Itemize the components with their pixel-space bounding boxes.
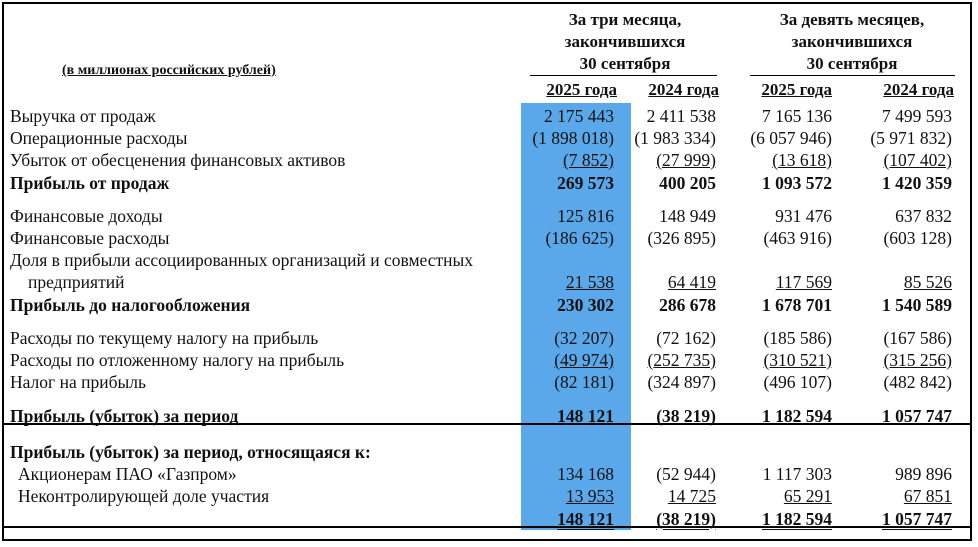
cell-profit-for-period-col3: 1 182 594 — [762, 406, 832, 426]
cell-value: (38 219) — [656, 509, 716, 529]
cell-value: 14 725 — [667, 486, 716, 506]
row-label-finance-expenses: Финансовые расходы — [10, 228, 170, 248]
cell-current-tax-col2: (72 162) — [656, 328, 716, 348]
cell-profit-for-period-col4: 1 057 747 — [882, 406, 952, 426]
cell-value: 85 526 — [903, 272, 952, 292]
cell-value: 117 569 — [775, 272, 832, 292]
cell-finance-income-col1: 125 816 — [557, 206, 614, 226]
cell-finance-expenses-col3: (463 916) — [763, 228, 832, 248]
units-note: (в миллионах российских рублей) — [62, 63, 276, 78]
cell-value: (107 402) — [883, 150, 952, 170]
cell-revenue-col1: 2 175 443 — [544, 106, 614, 126]
cell-value: 67 851 — [903, 486, 952, 506]
cell-value: (49 974) — [554, 350, 614, 370]
cell-shareholders-gazprom-col1: 134 168 — [557, 464, 614, 484]
cell-income-tax-col2: (324 897) — [647, 372, 716, 392]
cell-profit-from-sales-col4: 1 420 359 — [882, 173, 952, 193]
cell-deferred-tax-col2 — [586, 349, 716, 371]
group2-rule — [750, 75, 955, 76]
cell-non-controlling-interest-col3 — [702, 485, 832, 507]
cell-value: 1 182 594 — [762, 509, 832, 529]
cell-shareholders-gazprom-col2: (52 944) — [656, 464, 716, 484]
cell-profit-for-period-col2: (38 219) — [656, 406, 716, 426]
cell-value: (315 256) — [883, 350, 952, 370]
cell-finance-expenses-col4: (603 128) — [883, 228, 952, 248]
row-label-operating-expenses: Операционные расходы — [10, 128, 188, 148]
cell-finance-income-col3: 931 476 — [775, 206, 832, 226]
cell-income-tax-col4: (482 842) — [883, 372, 952, 392]
cell-value: (13 618) — [772, 150, 832, 170]
cell-value: (252 735) — [647, 350, 716, 370]
cell-finance-expenses-col1: (186 625) — [545, 228, 614, 248]
cell-revenue-col4: 7 499 593 — [882, 106, 952, 126]
cell-operating-expenses-col2: (1 983 334) — [634, 128, 716, 148]
cell-attributable-total-col2 — [586, 508, 716, 530]
year-col-3: 2025 года — [761, 80, 832, 99]
row-label-attributable-header: Прибыль (убыток) за период, относящаяся к: — [10, 442, 371, 462]
cell-operating-expenses-col4: (5 971 832) — [870, 128, 952, 148]
group1-line2: закончившихся — [564, 32, 686, 51]
cell-non-controlling-interest-col2 — [586, 485, 716, 507]
row-label-shareholders-gazprom: Акционерам ПАО «Газпром» — [18, 464, 237, 484]
cell-attributable-total-col4 — [822, 508, 952, 530]
row-label-profit-from-sales: Прибыль от продаж — [10, 173, 170, 193]
cell-deferred-tax-col4 — [822, 349, 952, 371]
cell-profit-from-sales-col1: 269 573 — [557, 173, 614, 193]
cell-current-tax-col4: (167 586) — [883, 328, 952, 348]
cell-income-tax-col1: (82 181) — [554, 372, 614, 392]
cell-finance-income-col4: 637 832 — [895, 206, 952, 226]
cell-profit-before-tax-col2: 286 678 — [659, 295, 716, 315]
cell-value: 21 538 — [565, 272, 614, 292]
cell-value: 64 419 — [667, 272, 716, 292]
cell-share-of-associates-col3 — [702, 271, 832, 293]
group1-line3: 30 сентября — [579, 54, 671, 73]
row-label-impairment-loss: Убыток от обесценения финансовых активов — [10, 150, 346, 170]
year-col-4: 2024 года — [883, 80, 954, 99]
cell-value: (310 521) — [763, 350, 832, 370]
cell-profit-from-sales-col2: 400 205 — [659, 173, 716, 193]
cell-operating-expenses-col1: (1 898 018) — [532, 128, 614, 148]
cell-operating-expenses-col3: (6 057 946) — [750, 128, 832, 148]
cell-value: 148 121 — [557, 509, 614, 529]
group1-line1: За три месяца, — [568, 10, 682, 29]
row-label-current-tax: Расходы по текущему налогу на прибыль — [10, 328, 319, 348]
cell-current-tax-col3: (185 586) — [763, 328, 832, 348]
cell-current-tax-col1: (32 207) — [554, 328, 614, 348]
cell-attributable-total-col3 — [702, 508, 832, 530]
cell-share-of-associates-col2 — [586, 271, 716, 293]
cell-value: 65 291 — [783, 486, 832, 506]
cell-impairment-loss-col3 — [702, 149, 832, 171]
row-label-non-controlling-interest: Неконтролирующей доле участия — [18, 486, 270, 506]
cell-value: (27 999) — [656, 150, 716, 170]
group2-line2: закончившихся — [791, 32, 913, 51]
cell-finance-expenses-col2: (326 895) — [647, 228, 716, 248]
cell-income-tax-col3: (496 107) — [763, 372, 832, 392]
year-col-1: 2025 года — [546, 80, 617, 99]
cell-value: 1 057 747 — [882, 509, 952, 529]
cell-profit-before-tax-col3: 1 678 701 — [762, 295, 832, 315]
group2-line3: 30 сентября — [806, 54, 898, 73]
row-label-profit-for-period: Прибыль (убыток) за период — [10, 406, 239, 426]
group2-line1: За девять месяцев, — [779, 10, 925, 29]
cell-value: (7 852) — [562, 150, 614, 170]
cell-profit-for-period-col1: 148 121 — [557, 406, 614, 426]
cell-non-controlling-interest-col4 — [822, 485, 952, 507]
cell-revenue-col2: 2 411 538 — [646, 106, 716, 126]
cell-profit-before-tax-col1: 230 302 — [557, 295, 614, 315]
cell-profit-from-sales-col3: 1 093 572 — [762, 173, 832, 193]
row-label-revenue: Выручка от продаж — [10, 106, 156, 126]
cell-deferred-tax-col3 — [702, 349, 832, 371]
cell-revenue-col3: 7 165 136 — [762, 106, 832, 126]
year-col-2: 2024 года — [648, 80, 719, 99]
cell-share-of-associates-col4 — [822, 271, 952, 293]
cell-impairment-loss-col2 — [586, 149, 716, 171]
row-label-share-of-associates: Доля в прибыли ассоциированных организаций и совместных — [10, 250, 474, 270]
cell-shareholders-gazprom-col3: 1 117 303 — [762, 464, 832, 484]
row-label-income-tax: Налог на прибыль — [10, 372, 146, 392]
cell-finance-income-col2: 148 949 — [659, 206, 716, 226]
row-label-deferred-tax: Расходы по отложенному налогу на прибыль — [10, 350, 345, 370]
group1-rule — [530, 75, 717, 76]
cell-impairment-loss-col4 — [822, 149, 952, 171]
row-label-finance-income: Финансовые доходы — [10, 206, 163, 226]
cell-value: 13 953 — [565, 486, 614, 506]
row-label-profit-before-tax: Прибыль до налогообложения — [10, 295, 251, 315]
cell-shareholders-gazprom-col4: 989 896 — [895, 464, 952, 484]
cell-profit-before-tax-col4: 1 540 589 — [882, 295, 952, 315]
row-label-cont-share-of-associates: предприятий — [28, 272, 125, 292]
